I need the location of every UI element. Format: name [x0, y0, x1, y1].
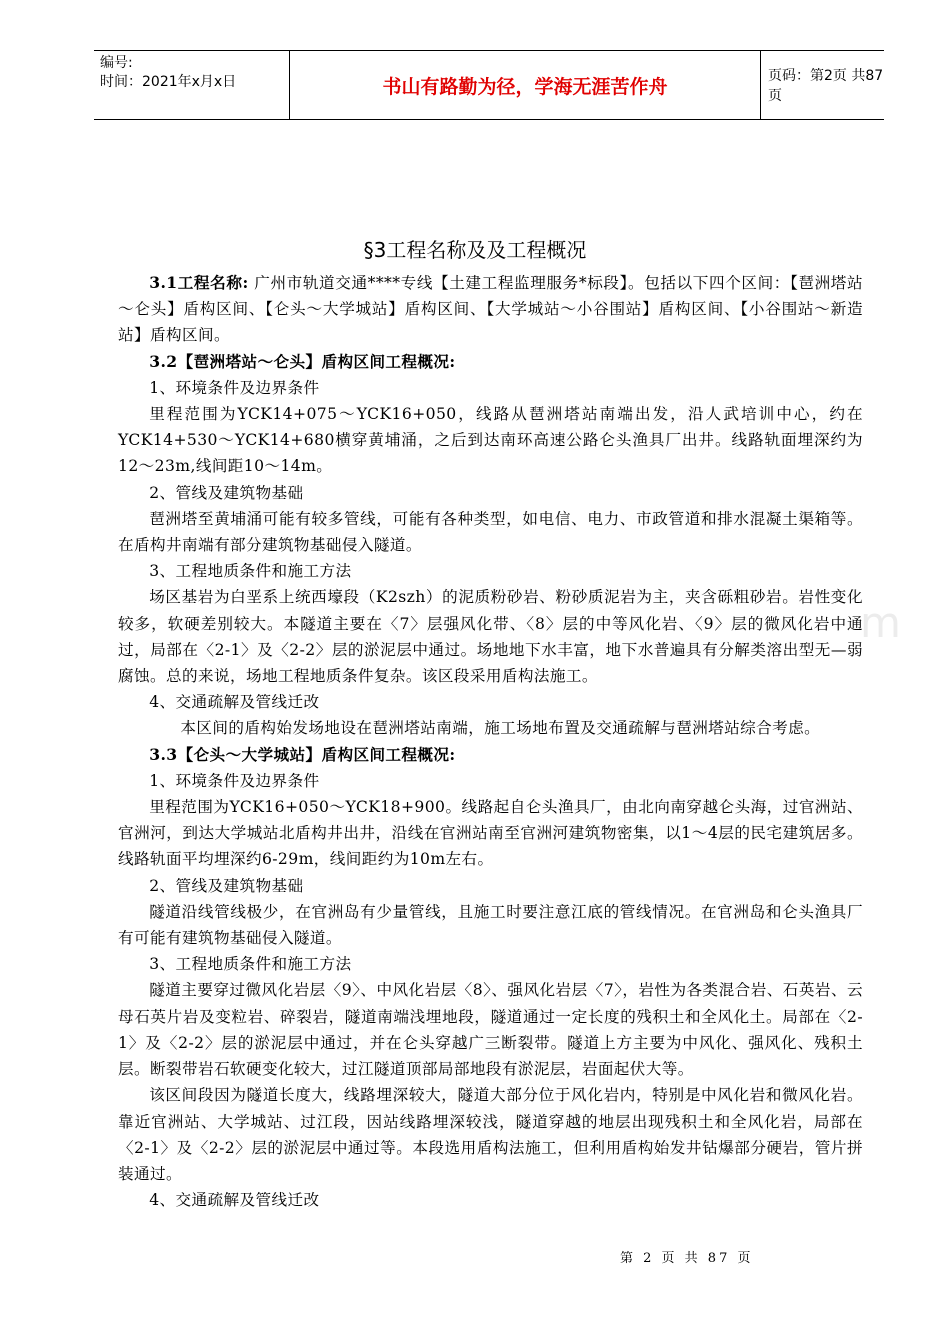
- paragraph: [118, 899, 863, 951]
- paragraph-text: 3、工程地质条件和施工方法: [149, 955, 352, 974]
- paragraph-text: 隧道主要穿过微风化岩层〈9〉、中风化岩层〈8〉、强风化岩层〈7〉，岩性为各类混合岩、石英岩、云母石英片岩及变粒岩、碎裂岩，隧道南端浅埋地段，隧道通过一定长度的残积土和全风化土。局部在〈2-1〉及〈2-2〉层的淤泥层中通过，并在仑头穿越广三断裂带。隧道上方主要为中风化、强风化、残积土层。断裂带岩石软硬变化较大，过江隧道顶部局部地段有淤泥层，岩面起伏大等。: [118, 981, 863, 1079]
- number-label: 编号:: [100, 55, 133, 71]
- paragraph: [118, 480, 863, 506]
- paragraph: [118, 742, 863, 768]
- paragraph: [118, 349, 863, 375]
- paragraph: [118, 506, 863, 558]
- paragraph: [118, 558, 863, 584]
- paragraph-text: 4、交通疏解及管线迁改: [149, 693, 320, 712]
- page-header: [94, 50, 884, 120]
- paragraph-text: 2、管线及建筑物基础: [149, 876, 304, 895]
- paragraph-text: 3、工程地质条件和施工方法: [149, 562, 352, 581]
- paragraph: [118, 977, 863, 1082]
- paragraph: [118, 270, 863, 349]
- paragraph: [118, 375, 863, 401]
- paragraph: [118, 794, 863, 873]
- paragraph-text: 里程范围为YCK16+050～YCK18+900。线路起自仑头渔具厂，由北向南穿越仑头海，过官洲站、官洲河，到达大学城站北盾构井出井，沿线在官洲站南至官洲河建筑物密集，以1～4层的民宅建筑居多。线路轨面平均埋深约6-29m，线间距约为10m左右。: [118, 798, 863, 869]
- paragraph: [118, 584, 863, 689]
- header-meta: [94, 51, 290, 119]
- paragraph-text: 琶洲塔至黄埔涌可能有较多管线，可能有各种类型，如电信、电力、市政管道和排水混凝土渠箱等。在盾构井南端有部分建筑物基础侵入隧道。: [118, 509, 863, 555]
- body-content: [118, 270, 863, 1213]
- watermark: m: [860, 598, 901, 647]
- paragraph-text: 本区间的盾构始发场地设在琶洲塔站南端，施工场地布置及交通疏解与琶洲塔站综合考虑。: [180, 719, 821, 738]
- paragraph-text: 里程范围为YCK14+075～YCK16+050，线路从琶洲塔站南端出发，沿人武培训中心，约在YCK14+530～YCK14+680横穿黄埔涌，之后到达南环高速公路仑头渔具厂出井。线路轨面埋深约为12～23m,线间距10～14m。: [118, 405, 863, 476]
- paragraph-text: 4、交通疏解及管线迁改: [149, 1191, 320, 1210]
- time-label: 时间：2021年x月x日: [100, 74, 237, 90]
- paragraph: [118, 715, 863, 741]
- paragraph: [118, 689, 863, 715]
- paragraph-lead: 3.2【琶洲塔站～仑头】盾构区间工程概况:: [149, 351, 456, 371]
- section-title: §3工程名称及及工程概况: [363, 238, 587, 262]
- paragraph: [118, 401, 863, 480]
- paragraph: [118, 1082, 863, 1187]
- paragraph-text: 1、环境条件及边界条件: [149, 378, 320, 397]
- paragraph-text: 1、环境条件及边界条件: [149, 771, 320, 790]
- paragraph: [118, 1187, 863, 1213]
- paragraph: [118, 873, 863, 899]
- paragraph-text: 隧道沿线管线极少，在官洲岛有少量管线，且施工时要注意江底的管线情况。在官洲岛和仑头渔具厂有可能有建筑物基础侵入隧道。: [118, 902, 863, 948]
- paragraph: [118, 951, 863, 977]
- header-page-label: 页码：第2页 共87页: [768, 68, 884, 104]
- paragraph-text: 广州市轨道交通****专线【土建工程监理服务*标段】。包括以下四个区间：【琶洲塔站～仑头】盾构区间、【仑头～大学城站】盾构区间、【大学城站～小谷围站】盾构区间、【小谷围站～新造站】盾构区间。: [118, 274, 863, 345]
- paragraph-text: 该区间段因为隧道长度大，线路埋深较大，隧道大部分位于风化岩内，特别是中风化岩和微风化岩。靠近官洲站、大学城站、过江段，因站线路埋深较浅，隧道穿越的地层出现残积土和全风化岩，局部在〈2-1〉及〈2-2〉层的淤泥层中通过等。本段选用盾构法施工，但利用盾构始发井钻爆部分硬岩，管片拼装通过。: [118, 1086, 863, 1183]
- page-footer: 第 2 页 共 87 页: [620, 1251, 754, 1266]
- paragraph-lead: 3.1工程名称:: [149, 273, 249, 292]
- paragraph: [118, 768, 863, 794]
- header-motto: 书山有路勤为径，学海无涯苦作舟: [290, 51, 761, 119]
- paragraph-text: 场区基岩为白垩系上统西壕段（K2szh）的泥质粉砂岩、粉砂质泥岩为主，夹含砾粗砂岩。岩性变化较多，软硬差别较大。本隧道主要在〈7〉层强风化带、〈8〉层的中等风化岩、〈9〉层的微风化岩中通过，局部在〈2-1〉及〈2-2〉层的淤泥层中通过。场地地下水丰富，地下水普遍具有分解类溶出型无—弱腐蚀。总的来说，场地工程地质条件复杂。该区段采用盾构法施工。: [118, 588, 863, 686]
- paragraph-lead: 3.3【仑头～大学城站】盾构区间工程概况:: [149, 744, 456, 764]
- paragraph-text: 2、管线及建筑物基础: [149, 483, 304, 502]
